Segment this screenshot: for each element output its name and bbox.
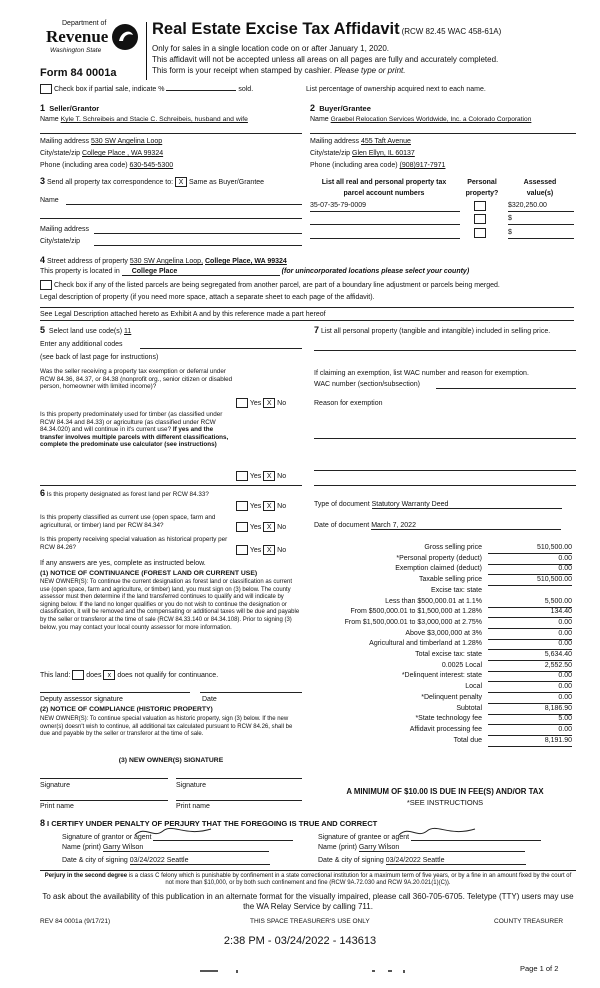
header-divider	[146, 22, 147, 80]
tax-row	[302, 630, 574, 641]
dor-emblem-icon	[111, 23, 139, 51]
tax-row	[302, 608, 574, 619]
section4-address-bold[interactable]: College Place, WA 99324	[204, 258, 287, 265]
assessed-row-2[interactable]: $	[508, 215, 574, 225]
tax-row-value[interactable]	[488, 587, 572, 597]
doc-type-row	[314, 501, 562, 509]
section3-mailing-field[interactable]	[94, 233, 302, 234]
tax-row-label: *Delinquent penalty	[421, 693, 482, 701]
same-as-buyer-label: Same as Buyer/Grantee	[188, 179, 265, 186]
deputy-date-field[interactable]	[200, 692, 302, 693]
tax-row	[302, 694, 574, 705]
print-label-2: Print name	[176, 803, 210, 810]
buyer-phone-field[interactable]: (908)917-7971	[399, 162, 446, 169]
section5-row	[40, 325, 131, 335]
notice1-body: NEW OWNER(S): To continue the current designation as forest land or classification as current use (open space, farm and agriculture, or timber) land, you must sign on (3) below. The county assessor must then determine if the land transferred continues to qualify and will indicate by signing below. If the land no longer qualifies or you do not wish to continue the designation or classification, it will be removed and the compensating or additional taxes will be due and payable by the seller or transferor at the time of sale (RCW 84.33.140 or 84.34.108). Prior to signing (3) below, you may contact your local county assessor for more information.	[40, 579, 300, 631]
grantor-name-label: Name (print)	[62, 844, 101, 851]
minimum-line2: *SEE INSTRUCTIONS	[406, 798, 484, 807]
q-timber-text: Is this property predominately used for timber (as classified under RCW 84.34 and 84.33) or agriculture (as classified under RCW 84.34.020) and will continue in it's current use?	[40, 411, 223, 434]
deputy-date-label: Date	[202, 696, 217, 703]
grantor-signature[interactable]	[153, 831, 293, 841]
alt-format-note: To ask about the availability of this publication in an alternate format for the visually impaired, please call 360-705-6705. Teletype (TTY) users may use the WA Relay Service by calling 711.	[42, 892, 574, 911]
doc-type-field[interactable]: Statutory Warranty Deed	[372, 501, 562, 509]
seller-mailing-field[interactable]: 530 SW Angelina Loop	[90, 138, 163, 145]
section4-address[interactable]: 530 SW Angelina Loop,	[129, 258, 204, 265]
seller-heading	[40, 103, 99, 113]
print-label-1: Print name	[40, 803, 74, 810]
tax-row-value[interactable]: 5,500.00	[488, 598, 572, 608]
tax-row-value[interactable]: 2,552.50	[488, 662, 572, 672]
q-current-use-yes-checkbox[interactable]	[236, 522, 248, 532]
ownership-note: List percentage of ownership acquired next to each name.	[306, 86, 486, 93]
speck-2	[236, 970, 238, 973]
owner-sig-2[interactable]	[176, 778, 302, 779]
section4-street-row	[40, 255, 287, 265]
tax-row-value[interactable]: 8,191.90	[488, 737, 572, 747]
scan-specks	[200, 970, 450, 974]
partial-sale-checkbox[interactable]	[40, 84, 52, 94]
grantee-sig-label: Signature of grantee or agent	[318, 834, 410, 841]
partial-sale-row	[40, 84, 253, 94]
tax-row-label: Subtotal	[456, 704, 482, 712]
buyer-phone-row	[310, 162, 445, 169]
personal-checkbox-3[interactable]	[474, 228, 486, 238]
tax-row	[302, 544, 574, 555]
tax-row-label: Affidavit processing fee	[409, 725, 482, 733]
legal-label: Legal description of property (if you need more space, attach a separate sheet to each page of the affidavit).	[40, 294, 375, 301]
tax-row-value[interactable]: 5,634.40	[488, 651, 572, 661]
tax-row-label: Taxable selling price	[418, 576, 482, 584]
section7-label: List all personal property (tangible and intangible) included in selling price.	[320, 328, 551, 335]
parcel-row-1[interactable]: 35-07-35-79-0009	[310, 202, 460, 212]
q-exemption-no-checkbox[interactable]: X	[263, 398, 275, 408]
q-forest	[40, 490, 236, 499]
speck-3	[372, 970, 375, 972]
section3-label: Send all property tax correspondence to:	[46, 179, 174, 186]
q-forest-yes-checkbox[interactable]	[236, 501, 248, 511]
q-timber	[40, 411, 236, 449]
speck-5	[403, 970, 405, 973]
rev-label: REV 84 0001a (9/17/21)	[40, 918, 111, 925]
q-exemption-yes: Yes	[249, 399, 262, 407]
does-not-label: does not qualify for continuance.	[117, 671, 219, 679]
owner-print-2[interactable]	[176, 800, 302, 801]
legal-description[interactable]: See Legal Description attached hereto as Exhibit A and by this reference made a part hereof	[40, 311, 574, 321]
seller-name-line2[interactable]	[40, 133, 302, 134]
notice2-title: (2) NOTICE OF COMPLIANCE (HISTORIC PROPERTY)	[40, 706, 213, 713]
sig-label-1: Signature	[40, 782, 70, 789]
doc-date-row	[314, 522, 561, 530]
tax-row-value[interactable]: 0.00	[488, 565, 572, 575]
tax-row	[302, 672, 574, 683]
grantee-date-row	[318, 857, 526, 865]
grantee-signature[interactable]	[411, 831, 541, 841]
section3-num: 3	[40, 176, 46, 186]
seller-city-label: City/state/zip	[40, 150, 81, 157]
q-timber-bold: If yes and the transfer involves multiple parcels with different classifications, complete the predominate use calculator (see instructions)	[40, 426, 229, 449]
header-note-3	[152, 66, 405, 75]
tax-row-label: Total due	[453, 736, 482, 744]
grantee-name-field[interactable]: Garry Wilson	[359, 844, 525, 852]
q-forest-text: Is this property designated as forest land per RCW 84.33?	[46, 491, 209, 498]
grantee-date-label: Date & city of signing	[318, 857, 384, 864]
buyer-city-label: City/state/zip	[310, 150, 351, 157]
reason-field-2[interactable]	[314, 470, 576, 471]
does-label: does	[86, 671, 102, 679]
located-row	[40, 268, 469, 276]
tax-row-value[interactable]: 0.00	[488, 555, 572, 565]
section7-num: 7	[314, 325, 320, 335]
perjury-bold: Perjury in the second degree	[44, 873, 128, 879]
grantor-date-field[interactable]: 03/24/2022 Seattle	[130, 857, 270, 865]
section3-city-label: City/state/zip	[40, 238, 81, 245]
segregated-checkbox[interactable]	[40, 280, 52, 290]
form-number: Form 84 0001a	[40, 67, 117, 79]
form-title	[152, 20, 501, 39]
this-land-row	[40, 670, 218, 680]
dept-line2: Revenue	[46, 27, 109, 46]
seller-name-field[interactable]: Kyle T. Schreibeis and Stacie C. Schreibeis, husband and wife	[60, 116, 248, 123]
title-text: Real Estate Excise Tax Affidavit	[152, 20, 400, 38]
additional-codes-label: Enter any additional codes	[40, 341, 123, 348]
tax-row	[302, 598, 574, 609]
q-timber-yes-checkbox[interactable]	[236, 471, 248, 481]
segregated-label: Check box if any of the listed parcels are being segregated from another parcel, are part of a boundary line adjustment or parcels being merged.	[53, 281, 500, 289]
seller-phone-field[interactable]: 630-545-5300	[129, 162, 174, 169]
partial-sale-sold: sold.	[238, 85, 254, 93]
tax-row-label: Less than $500,000.01 at 1.1%	[385, 597, 482, 605]
section4-label: Street address of property	[46, 258, 128, 265]
if-yes-note: If any answers are yes, complete as instructed below.	[40, 560, 206, 567]
section7-row	[314, 325, 576, 335]
tax-row-value[interactable]: 5.00	[488, 715, 572, 725]
grantee-sig-row	[318, 831, 541, 841]
q-historic: Is this property receiving special valuation as historical property per RCW 84.26?	[40, 536, 228, 551]
section5-divider	[40, 485, 302, 486]
tax-row	[302, 737, 574, 748]
seller-mailing-row	[40, 138, 302, 145]
tax-row-label: *Delinquent interest: state	[401, 672, 482, 680]
tax-row-label: Above $3,000,000 at 3%	[405, 629, 482, 637]
see-back: (see back of last page for instructions)	[40, 354, 159, 361]
partial-sale-label: Check box if partial sale, indicate %	[53, 85, 165, 93]
q-timber-no-checkbox[interactable]: X	[263, 471, 275, 481]
seller-city-field[interactable]: College Place , WA 99324	[82, 150, 164, 157]
owner-sig-1[interactable]	[40, 778, 168, 779]
tax-row	[302, 705, 574, 716]
tax-row-value[interactable]: 0.00	[488, 726, 572, 736]
wac-field[interactable]	[436, 388, 576, 389]
q-current-use: Is this property classified as current use (open space, farm and agricultural, or timber) land per RCW 84.34?	[40, 514, 216, 529]
seller-title: Seller/Grantor	[49, 104, 100, 113]
assessed-row-1[interactable]: $320,250.00	[508, 202, 574, 212]
land-use-code[interactable]: 11	[124, 328, 132, 335]
owner-print-1[interactable]	[40, 800, 168, 801]
grantee-date-field[interactable]: 03/24/2022 Seattle	[386, 857, 526, 865]
tax-row-label: Exemption claimed (deduct)	[395, 565, 482, 573]
tax-row	[302, 651, 574, 662]
seller-name-row	[40, 116, 302, 123]
tax-row-value[interactable]: 0.00	[488, 630, 572, 640]
buyer-name-label: Name	[310, 116, 329, 123]
tax-row-value[interactable]: 134.40	[488, 608, 572, 618]
buyer-title: Buyer/Grantee	[319, 104, 371, 113]
tax-row-label: Local	[465, 683, 482, 691]
q-exemption-answer	[236, 398, 286, 408]
reason-field[interactable]	[314, 438, 576, 439]
tax-row-value[interactable]: 0.00	[488, 683, 572, 693]
personal-checkbox-1[interactable]	[474, 201, 486, 211]
note3-italic: Please type or print.	[334, 66, 406, 75]
q-exemption: Was the seller receiving a property tax exemption or deferral under RCW 84.36, 84.37, or 84.38 (nonprofit org., senior citizen or disabled person, homeowner with limited income)?	[40, 368, 233, 391]
q-timber-no: No	[277, 472, 287, 480]
tax-row-label: Excise tax: state	[431, 586, 482, 594]
section3-name-label: Name	[40, 197, 59, 204]
perjury-text: is a class C felony which is punishable by confinement in a state correctional institution for a maximum term of five years, or by a fine in an amount fixed by the court of not more than $10,000, or by both such confinement and fine (RCW 9A.72.030 and RCW 9A.20.021(1)(C)).	[128, 873, 572, 887]
minimum-line1: A MINIMUM OF $10.00 IS DUE IN FEE(S) AND/OR TAX	[346, 787, 544, 796]
section5-num: 5	[40, 325, 46, 335]
seller-name-label: Name	[40, 116, 59, 123]
q-current-use-no: No	[277, 523, 287, 531]
buyer-city-row	[310, 150, 415, 157]
segregated-row	[40, 280, 500, 290]
q-historic-yes: Yes	[249, 546, 262, 554]
deputy-signature-field[interactable]	[40, 692, 190, 693]
buyer-name-field[interactable]: Graebel Relocation Services Worldwide, Inc. a Colorado Corporation	[330, 116, 532, 123]
header-note-1: Only for sales in a single location code on or after January 1, 2020.	[152, 44, 390, 53]
buyer-name-row	[310, 116, 580, 123]
personal-col-header: Personal property?	[465, 179, 499, 197]
buyer-mailing-row	[310, 138, 411, 145]
q-current-use-answer	[236, 522, 286, 532]
county-treasurer: COUNTY TREASURER	[494, 918, 564, 925]
tax-row-label: *Personal property (deduct)	[396, 554, 482, 562]
section3-name-line2[interactable]	[40, 218, 302, 219]
buyer-mailing-field[interactable]: 455 Taft Avenue	[360, 138, 411, 145]
this-land-label: This land:	[40, 671, 71, 679]
doc-date-field[interactable]: March 7, 2022	[371, 522, 561, 530]
doc-date-label: Date of document	[314, 522, 370, 529]
notice3-title: (3) NEW OWNER(S) SIGNATURE	[118, 757, 224, 764]
q-current-use-yes: Yes	[249, 523, 262, 531]
tax-row-label: *State technology fee	[415, 715, 482, 723]
q-exemption-yes-checkbox[interactable]	[236, 398, 248, 408]
same-as-buyer-checkbox[interactable]: X	[175, 177, 187, 187]
additional-codes-field[interactable]	[140, 348, 302, 349]
q-forest-no: No	[277, 502, 287, 510]
buyer-city-field[interactable]: Glen Ellyn, IL 60137	[352, 150, 415, 157]
section3-mailing-label: Mailing address	[40, 226, 90, 233]
grantee-name-row	[318, 844, 525, 852]
q-historic-no: No	[277, 546, 287, 554]
legal-line1[interactable]	[40, 307, 574, 308]
tax-row-label: From $1,500,000.01 to $3,000,000 at 2.75%	[344, 618, 482, 626]
reason-label: Reason for exemption	[314, 400, 383, 407]
header-note-2: This affidavit will not be accepted unless all areas on all pages are fully and accurately completed.	[152, 55, 499, 64]
seller-city-row	[40, 150, 302, 157]
section8-certify: I CERTIFY UNDER PENALTY OF PERJURY THAT THE FOREGOING IS TRUE AND CORRECT	[46, 819, 378, 828]
buyer-num: 2	[310, 103, 316, 113]
speck-1	[200, 970, 218, 972]
parcel-col-header: List all real and personal property tax parcel account numbers	[321, 179, 447, 197]
notice2-body: NEW OWNER(S): To continue special valuation as historic property, sign (3) below. If the new owner(s) doesn't wish to continue, all additional tax calculated pursuant to RCW 84.26, shall be due and payable by the seller or transferor at the time of sale.	[40, 716, 293, 738]
q-forest-yes: Yes	[249, 502, 262, 510]
does-not-checkbox[interactable]: x	[103, 670, 115, 680]
tax-row-label: Total excise tax: state	[415, 651, 482, 658]
section3-name-field[interactable]	[66, 204, 302, 205]
cashier-stamp: 2:38 PM - 03/24/2022 - 143613	[223, 935, 377, 947]
sig-label-2: Signature	[176, 782, 206, 789]
section3-row	[40, 176, 264, 187]
treasurer-use: THIS SPACE TREASURER'S USE ONLY	[250, 918, 370, 925]
section8-num: 8	[40, 818, 46, 828]
grantor-date-label: Date & city of signing	[62, 857, 128, 864]
grantor-name-field[interactable]: Garry Wilson	[103, 844, 269, 852]
located-note: (for unincorporated locations please select your county)	[281, 268, 470, 275]
tax-row-value[interactable]: 0.00	[488, 640, 572, 650]
q-historic-yes-checkbox[interactable]	[236, 545, 248, 555]
note3-text: This form is your receipt when stamped by cashier.	[152, 66, 333, 75]
q-historic-answer	[236, 545, 286, 555]
grantor-date-row	[62, 857, 270, 865]
grantor-name-row	[62, 844, 269, 852]
tax-row-value[interactable]: 510,500.00	[488, 576, 572, 586]
perjury-note	[40, 873, 576, 888]
grantee-signature-scribble-icon	[397, 825, 477, 839]
located-label: This property is located in	[40, 268, 120, 275]
tax-row	[302, 640, 574, 651]
page-number: Page 1 of 2	[520, 964, 559, 973]
notice1-title: (1) NOTICE OF CONTINUANCE (FOREST LAND OR CURRENT USE)	[40, 570, 258, 577]
seller-num: 1	[40, 103, 46, 113]
footer-divider	[40, 870, 576, 871]
wac-label: WAC number (section/subsection)	[314, 381, 420, 388]
assessed-col-header: Assessed value(s)	[523, 179, 557, 197]
located-select[interactable]: College Place	[122, 268, 280, 276]
assessed-row-3[interactable]: $	[508, 229, 574, 239]
q-forest-no-checkbox[interactable]: X	[263, 501, 275, 511]
section5-label: Select land use code(s)	[48, 328, 123, 335]
q-timber-answer	[236, 471, 286, 481]
buyer-phone-label: Phone (including area code)	[310, 162, 398, 169]
grantor-sig-row	[62, 831, 293, 841]
grantor-signature-scribble-icon	[133, 825, 213, 839]
buyer-heading	[310, 103, 371, 113]
section3-city-field[interactable]	[94, 245, 302, 246]
q-exemption-no: No	[277, 399, 287, 407]
title-rcw: (RCW 82.45 WAC 458-61A)	[401, 27, 502, 36]
seller-phone-label: Phone (including area code)	[40, 162, 128, 169]
tax-row-label: Gross selling price	[424, 544, 482, 551]
q-forest-answer	[236, 501, 286, 511]
tax-row	[302, 619, 574, 630]
tax-row	[302, 726, 574, 737]
dor-logo	[38, 20, 146, 70]
does-checkbox[interactable]	[72, 670, 84, 680]
speck-4	[388, 970, 392, 972]
dept-line3: Washington State	[50, 47, 102, 54]
tax-row-label: 0.0025 Local	[441, 661, 482, 669]
parcel-row-3[interactable]	[310, 229, 460, 239]
tax-row	[302, 555, 574, 566]
tax-row-value[interactable]: 510,500.00	[488, 544, 572, 554]
tax-row	[302, 715, 574, 726]
q-current-use-no-checkbox[interactable]: X	[263, 522, 275, 532]
doc-type-label: Type of document	[314, 501, 370, 508]
grantee-name-label: Name (print)	[318, 844, 357, 851]
section4-num: 4	[40, 255, 46, 265]
tax-row-label: Agricultural and timberland at 1.28%	[369, 640, 482, 648]
tax-row-value[interactable]: 8,186.90	[488, 705, 572, 715]
q-timber-yes: Yes	[249, 472, 262, 480]
section6-num: 6	[40, 488, 46, 498]
buyer-name-line2[interactable]	[310, 133, 576, 134]
q-historic-no-checkbox[interactable]: X	[263, 545, 275, 555]
deputy-label: Deputy assessor signature	[40, 696, 123, 703]
tax-row-label: From $500,000.01 to $1,500,000 at 1.28%	[350, 608, 482, 616]
seller-phone-row	[40, 162, 302, 169]
seller-mailing-label: Mailing address	[40, 138, 90, 145]
tax-row	[302, 565, 574, 576]
tax-row-value[interactable]: 0.00	[488, 672, 572, 682]
exemption-label: If claiming an exemption, list WAC number and reason for exemption.	[314, 370, 529, 377]
tax-row	[302, 662, 574, 673]
reason-field-3[interactable]	[314, 485, 576, 486]
personal-property-line1[interactable]	[314, 350, 576, 351]
grantor-sig-label: Signature of grantor or agent	[62, 834, 152, 841]
tax-row	[302, 576, 574, 587]
tax-row-value[interactable]: 0.00	[488, 619, 572, 629]
dept-line1: Department of	[62, 20, 107, 27]
tax-row	[302, 587, 574, 598]
buyer-mailing-label: Mailing address	[310, 138, 360, 145]
personal-checkbox-2[interactable]	[474, 214, 486, 224]
tax-row-value[interactable]: 0.00	[488, 694, 572, 704]
tax-row	[302, 683, 574, 694]
parcel-row-2[interactable]	[310, 215, 460, 225]
partial-sale-pct-field[interactable]	[166, 90, 236, 91]
